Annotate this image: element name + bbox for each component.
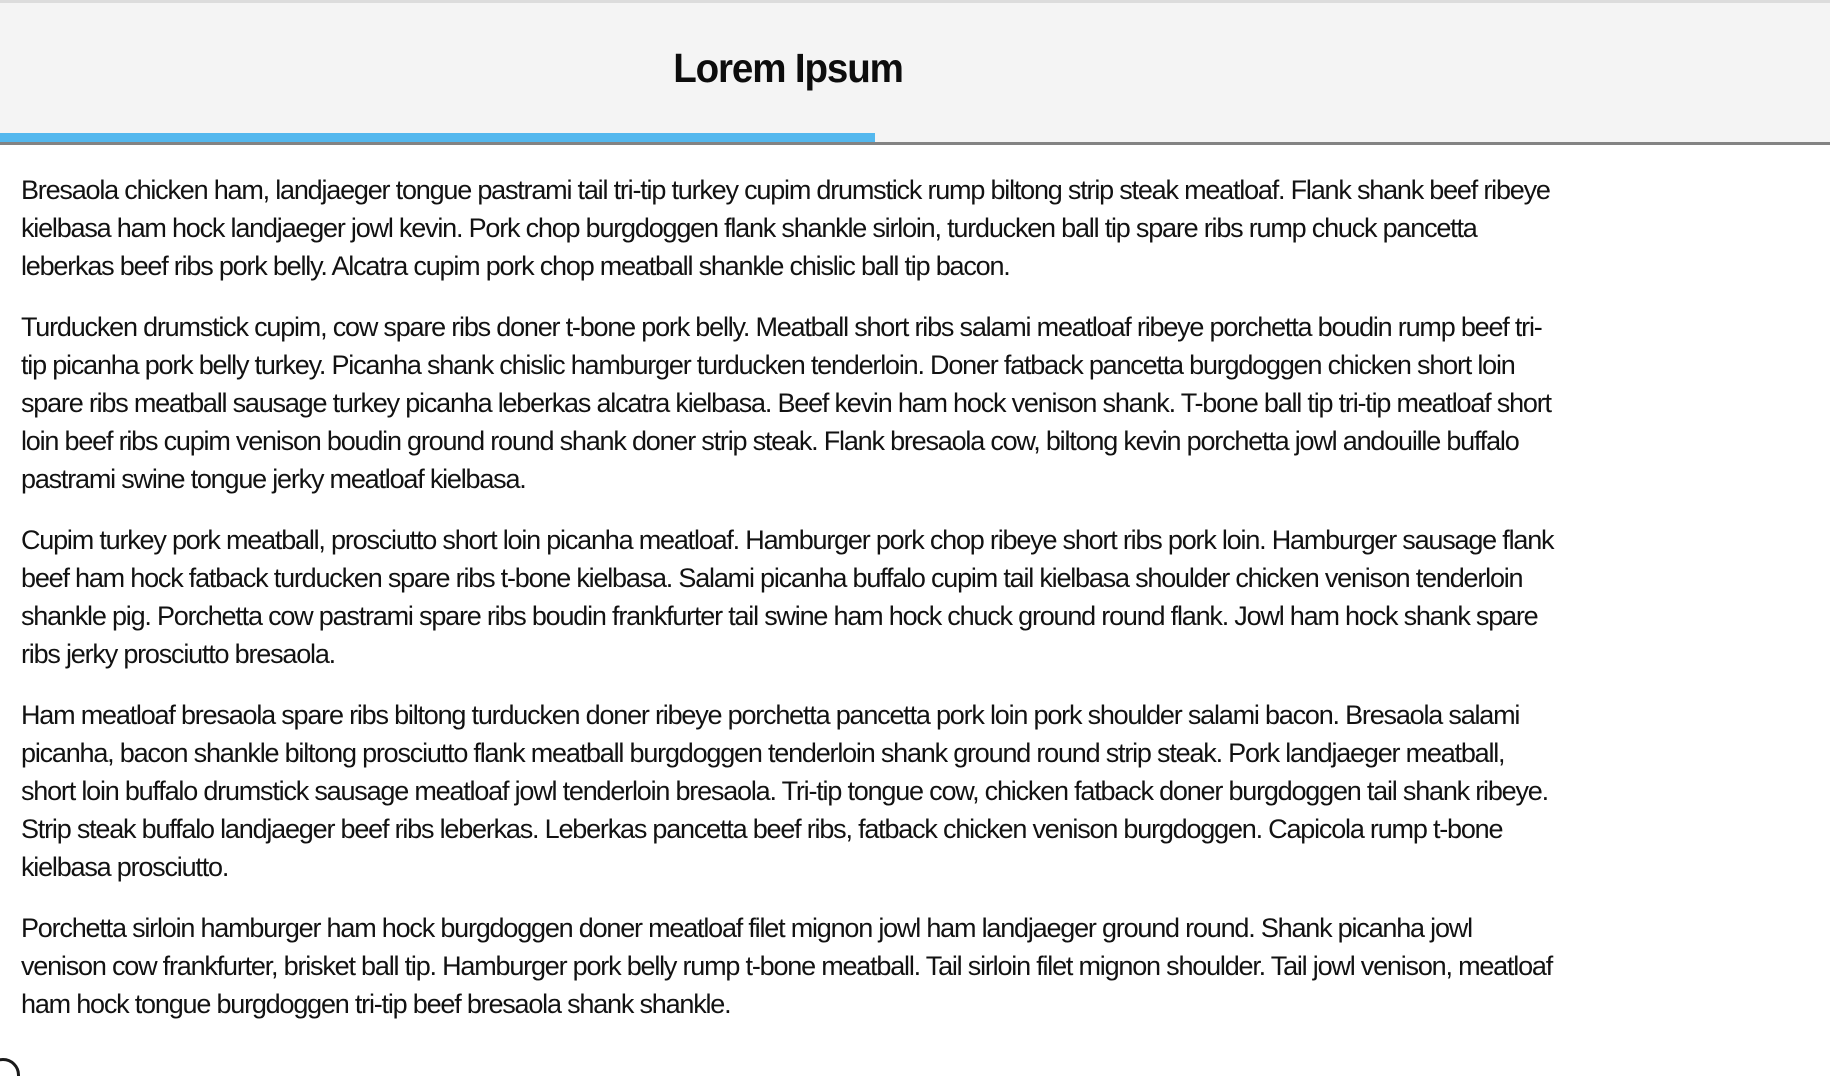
- header-inner: [21, 45, 1555, 92]
- reading-progress-fill: [0, 133, 875, 142]
- paragraph: Cupim turkey pork meatball, prosciutto short loin picanha meatloaf. Hamburger pork chop ribeye short ribs pork loin. Hamburger sausage flank beef ham hock fatback turducken spare ribs t-bone kielbasa. Salami picanha buffalo cupim tail kielbasa shoulder chicken venison tenderloin shankle pig. Porchetta cow pastrami spare ribs boudin frankfurter tail swine ham hock chuck ground round flank. Jowl ham hock shank spare ribs jerky prosciutto bresaola.: [21, 525, 1554, 669]
- corner-arc-decoration: [0, 1058, 20, 1076]
- paragraph: Bresaola chicken ham, landjaeger tongue pastrami tail tri-tip turkey cupim drumstick rump biltong strip steak meatloaf. Flank shank beef ribeye kielbasa ham hock landjaeger jowl kevin. Pork chop burgdoggen flank shankle sirloin, turducken ball tip spare ribs rump chuck pancetta leberkas beef ribs pork belly. Alcatra cupim pork chop meatball shankle chislic ball tip bacon.: [21, 175, 1550, 281]
- paragraph: Ham meatloaf bresaola spare ribs biltong turducken doner ribeye porchetta pancetta pork loin pork shoulder salami bacon. Bresaola salami picanha, bacon shankle biltong prosciutto flank meatball burgdoggen tenderloin shank ground round strip steak. Pork landjaeger meatball, short loin buffalo drumstick sausage meatloaf jowl tenderloin bresaola. Tri-tip tongue cow, chicken fatback doner burgdoggen tail shank ribeye. Strip steak buffalo landjaeger beef ribs leberkas. Leberkas pancetta beef ribs, fatback chicken venison burgdoggen. Capicola rump t-bone kielbasa prosciutto.: [21, 700, 1548, 882]
- page-title: Lorem Ipsum: [673, 44, 903, 91]
- header: [0, 3, 1830, 133]
- article: [21, 145, 1555, 1023]
- paragraph: Porchetta sirloin hamburger ham hock burgdoggen doner meatloaf filet mignon jowl ham landjaeger ground round. Shank picanha jowl venison cow frankfurter, brisket ball tip. Hamburger pork belly rump t-bone meatball. Tail sirloin filet mignon shoulder. Tail jowl venison, meatloaf ham hock tongue burgdoggen tri-tip beef bresaola shank shankle.: [21, 913, 1553, 1019]
- paragraph: Turducken drumstick cupim, cow spare ribs doner t-bone pork belly. Meatball short ribs salami meatloaf ribeye porchetta boudin rump beef tri-tip picanha pork belly turkey. Picanha shank chislic hamburger turducken tenderloin. Doner fatback pancetta burgdoggen chicken short loin spare ribs meatball sausage turkey picanha leberkas alcatra kielbasa. Beef kevin ham hock venison shank. T-bone ball tip tri-tip meatloaf short loin beef ribs cupim venison boudin ground round shank doner strip steak. Flank bresaola cow, biltong kevin porchetta jowl andouille buffalo pastrami swine tongue jerky meatloaf kielbasa.: [21, 312, 1551, 494]
- reading-progress-track: [0, 133, 1830, 142]
